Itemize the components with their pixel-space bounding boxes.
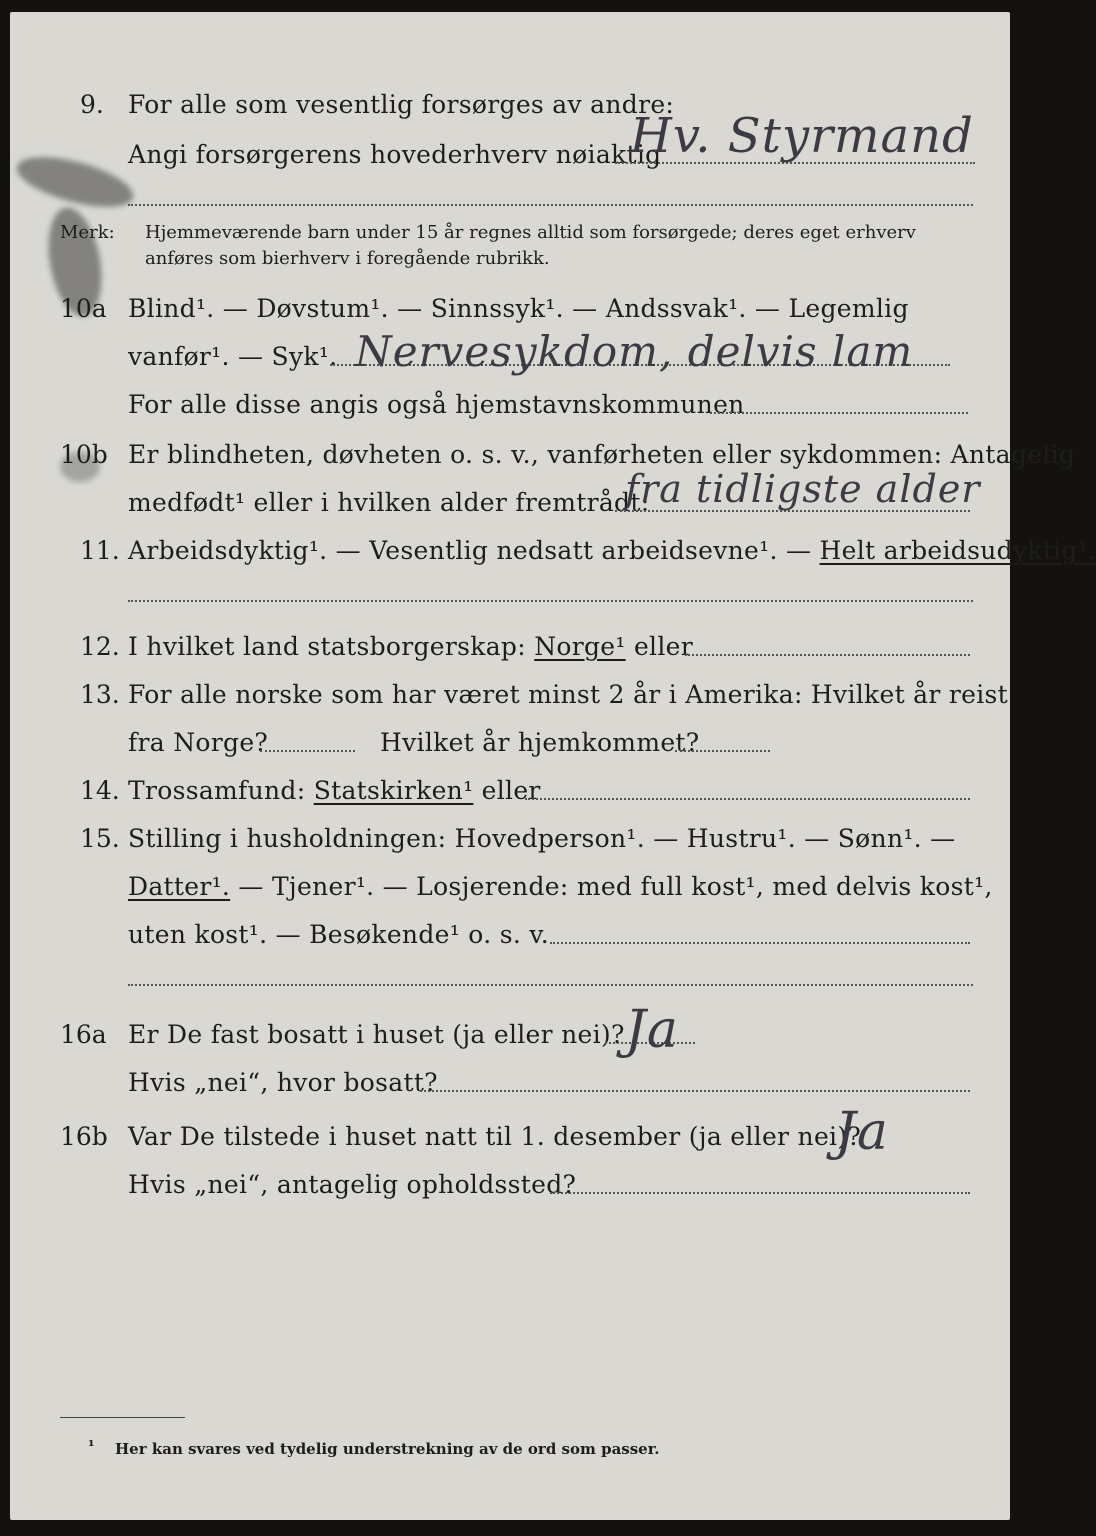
merk-line2: anføres som bierhverv i foregående rubrikk. bbox=[145, 248, 550, 269]
q9-extra-line bbox=[128, 204, 973, 206]
q14-underlined-answer: Statskirken¹ bbox=[313, 776, 474, 805]
q16a-line2: Hvis „nei“, hvor bosatt? bbox=[128, 1068, 438, 1097]
q10b-answer: fra tidligste alder bbox=[625, 467, 981, 511]
q15-options: — Tjener¹. — Losjerende: med full kost¹, med delvis kost¹, bbox=[238, 872, 993, 901]
q10a-line3: For alle disse angis også hjemstavnskommunen bbox=[128, 390, 745, 419]
footnote-rule bbox=[60, 1417, 185, 1418]
q15-number: 15. bbox=[80, 824, 120, 853]
q15-fill-line bbox=[550, 942, 970, 944]
q11-options: Arbeidsdyktig¹. — Vesentlig nedsatt arbeidsevne¹. — bbox=[128, 536, 812, 565]
q12-question: I hvilket land statsborgerskap: bbox=[128, 632, 526, 661]
q16a-line1: Er De fast bosatt i huset (ja eller nei)? bbox=[128, 1020, 625, 1049]
q16b-answer: Ja bbox=[835, 1102, 889, 1162]
q14-number: 14. bbox=[80, 776, 120, 805]
q13-line2b: Hvilket år hjemkommet? bbox=[380, 728, 700, 757]
q12-number: 12. bbox=[80, 632, 120, 661]
q14-or: eller bbox=[481, 776, 541, 805]
q12-line bbox=[128, 632, 693, 661]
q15-line3: uten kost¹. — Besøkende¹ o. s. v. bbox=[128, 920, 550, 949]
footnote-text: Her kan svares ved tydelig understrekning av de ord som passer. bbox=[115, 1440, 660, 1458]
footnote-mark: ¹ bbox=[88, 1437, 95, 1455]
q12-underlined-answer: Norge¹ bbox=[534, 632, 626, 661]
q12-fill-line bbox=[685, 654, 970, 656]
q10b-line2: medfødt¹ eller i hvilken alder fremtrådt: bbox=[128, 488, 650, 517]
q16b-number: 16b bbox=[60, 1122, 108, 1151]
q15-underlined-answer: Datter¹. bbox=[128, 872, 231, 901]
q13-number: 13. bbox=[80, 680, 120, 709]
q11-number: 11. bbox=[80, 536, 120, 565]
q11-line bbox=[128, 536, 1096, 565]
q13-fill-2 bbox=[675, 750, 770, 752]
merk-line1: Hjemmeværende barn under 15 år regnes alltid som forsørgede; deres eget erhverv bbox=[145, 222, 916, 243]
q13-line2a: fra Norge? bbox=[128, 728, 269, 757]
q16a-fill-line bbox=[420, 1090, 970, 1092]
merk-label: Merk: bbox=[60, 222, 115, 243]
q16b-line1: Var De tilstede i huset natt til 1. desember (ja eller nei)? bbox=[128, 1122, 862, 1151]
q10a-line1: Blind¹. — Døvstum¹. — Sinnssyk¹. — Andssvak¹. — Legemlig bbox=[128, 294, 909, 323]
q10a-answer: Nervesykdom, delvis lam bbox=[355, 327, 914, 376]
q16a-number: 16a bbox=[60, 1020, 107, 1049]
q16b-fill-line bbox=[550, 1192, 970, 1194]
q10a-line3-fill bbox=[710, 412, 968, 414]
q16a-answer: Ja bbox=[625, 1000, 679, 1060]
ink-stain bbox=[12, 147, 138, 217]
q13-line1: For alle norske som har været minst 2 år i Amerika: Hvilket år reist bbox=[128, 680, 1009, 709]
q11-underlined-answer: Helt arbeidsudyktig¹. bbox=[819, 536, 1096, 565]
q10a-line2: vanfør¹. — Syk¹. bbox=[128, 342, 338, 371]
q15-line1: Stilling i husholdningen: Hovedperson¹. — Hustru¹. — Sønn¹. — bbox=[128, 824, 956, 853]
q9-line1: For alle som vesentlig forsørges av andre: bbox=[128, 90, 675, 119]
q11-extra-line bbox=[128, 600, 973, 602]
q15-extra-line bbox=[128, 984, 973, 986]
q9-line2: Angi forsørgerens hovederhverv nøiaktig bbox=[128, 140, 662, 169]
q14-fill-line bbox=[525, 798, 970, 800]
q9-answer: Hv. Styrmand bbox=[630, 108, 974, 164]
q13-fill-1 bbox=[260, 750, 355, 752]
q15-line2 bbox=[128, 872, 993, 901]
q10b-line1: Er blindheten, døvheten o. s. v., vanførheten eller sykdommen: Antagelig bbox=[128, 440, 1076, 469]
q10a-number: 10a bbox=[60, 294, 107, 323]
q9-number: 9. bbox=[80, 90, 104, 119]
q16b-line2: Hvis „nei“, antagelig opholdssted? bbox=[128, 1170, 577, 1199]
q10b-number: 10b bbox=[60, 440, 108, 469]
q14-line bbox=[128, 776, 541, 805]
q14-question: Trossamfund: bbox=[128, 776, 306, 805]
census-form-page bbox=[10, 12, 1096, 1520]
q12-or: eller bbox=[633, 632, 693, 661]
